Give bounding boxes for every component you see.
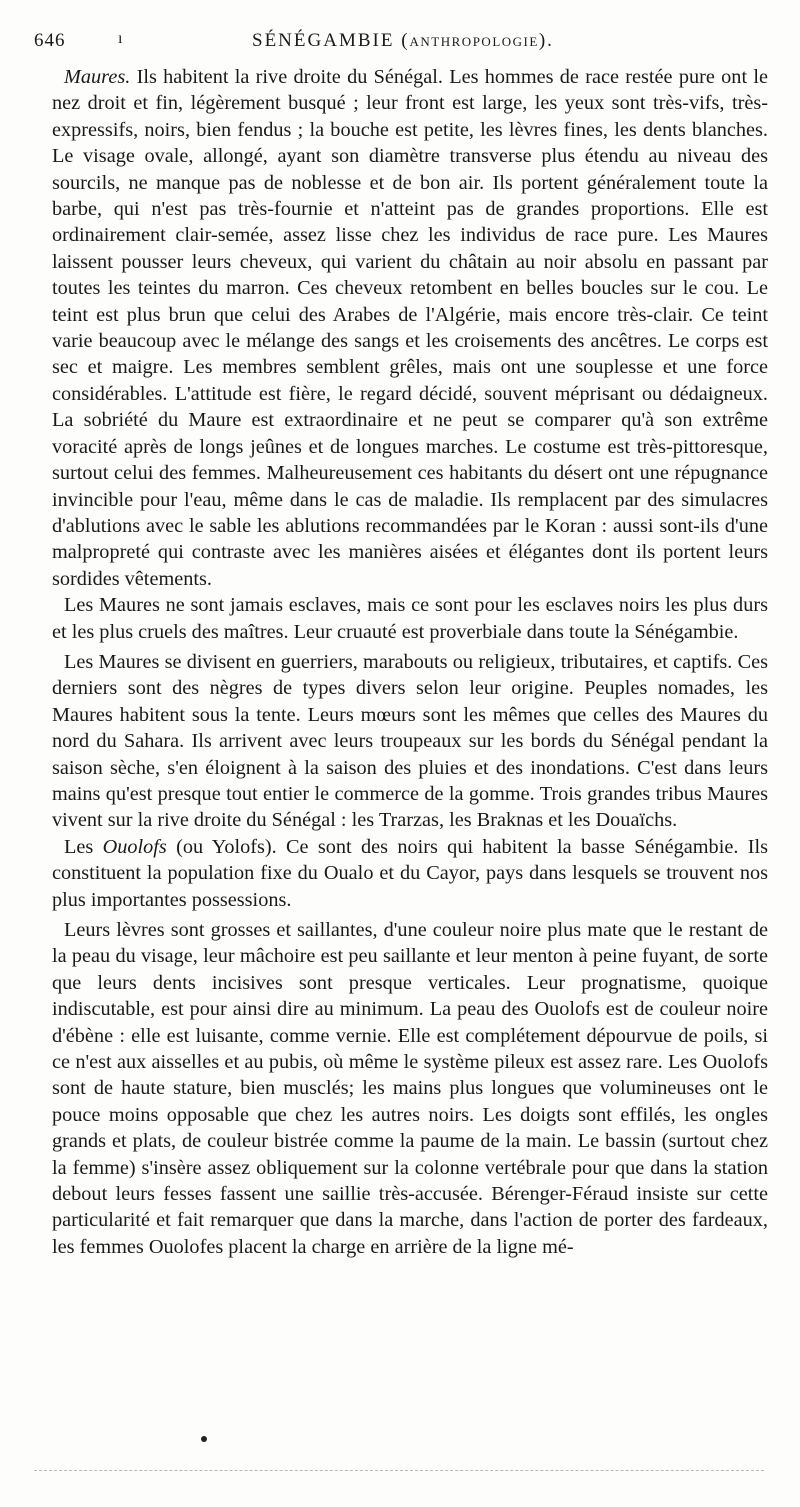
page-header — [34, 30, 766, 60]
paragraph-text: Les Maures se divisent en guerriers, marabouts ou religieux, tributaires, et captifs. Ces derniers sont des nègres de types divers selon leur origine. Peuples nomades, les Maures habitent sous la tente. Leurs mœurs sont les mêmes que celles des Maures du nord du Sahara. Ils arrivent avec leurs troupeaux sur les bords du Sénégal pendant la saison sèche, s'en éloignent à la saison des pluies et des inondations. C'est dans leurs mains qu'est presque tout entier le commerce de la gomme. Trois grandes tribus Maures vivent sur la rive droite du Sénégal : les Trarzas, les Braknas et les Douaïchs. — [52, 650, 768, 832]
running-title-main: SÉNÉGAMBIE ( — [252, 30, 410, 51]
paragraph-text: Les Maures ne sont jamais esclaves, mais ce sont pour les esclaves noirs les plus durs et les plus cruels des maîtres. Leur cruauté est proverbiale dans toute la Sénégambie. — [52, 594, 768, 643]
paragraph-text: Leurs lèvres sont grosses et saillantes, d'une couleur noire plus mate que le restant de la peau du visage, leur mâchoire est peu saillante et leur menton à peine fuyant, de sorte que leurs dents incisives sont presque verticales. Leur prognatisme, quoique indiscutable, est pour ainsi dire au minimum. La peau des Ouolofs est de couleur noire d'ébène : elle est luisante, comme vernie. Elle est complétement dépourvue de poils, si ce n'est aux aisselles et au pubis, où même le système pileux est assez rare. Les Ouolofs sont de haute stature, bien musclés; les mains plus longues que volumineuses ont le pouce moins opposable que chez les autres noirs. Les doigts sont effilés, les ongles grands et plats, de couleur bistrée comme la paume de la main. Le bassin (surtout chez la femme) s'insère assez obliquement sur la colonne vertébrale pour que dans la station debout leurs fesses fassent une saillie très-accusée. Bérenger-Féraud insiste sur cette particularité et fait remarquer que dans la marche, dans l'action de porter des fardeaux, les femmes Ouolofes placent la charge en arrière de la ligne mé- — [52, 919, 768, 1258]
running-title — [252, 30, 554, 52]
paragraph-maures-esclaves — [52, 592, 768, 645]
body-text — [52, 64, 768, 1260]
paragraph-ouolofs-description — [52, 917, 768, 1260]
paragraph-maures-division — [52, 649, 768, 834]
paragraph-ouolofs-intro — [52, 834, 768, 913]
page-number: 646 — [34, 30, 66, 51]
paragraph-text: (ou Yolofs). Ce sont des noirs qui habitent la basse Sénégambie. Ils constituent la population fixe du Oualo et du Cayor, pays dans lesquels se trouvent nos plus importantes possessions. — [52, 835, 768, 911]
paragraph-maures — [52, 64, 768, 592]
running-title-sub: ANTHROPOLOGIE — [409, 34, 539, 49]
footer-rule — [34, 1470, 764, 1471]
running-title-close: ). — [538, 30, 554, 51]
paragraph-lead-italic: Ouolofs — [102, 835, 167, 858]
paragraph-lead: Les — [64, 835, 103, 858]
paragraph-lead: Maures. — [64, 66, 131, 88]
paragraph-text: Ils habitent la rive droite du Sénégal. Les hommes de race restée pure ont le nez droit et fin, légèrement busqué ; leur front est large, les yeux sont très-vifs, très-expressifs, noirs, bien fendus ; la bouche est petite, les lèvres fines, les dents blanches. Le visage ovale, allongé, ayant son diamètre transverse plus étendu au niveau des sourcils, ne manque pas de noblesse et de bon air. Ils portent généralement toute la barbe, qui n'est pas très-fournie et n'atteint pas de grandes proportions. Elle est ordinairement clair-semée, assez lisse chez les individus de race pure. Les Maures laissent pousser leurs cheveux, qui varient du châtain au noir absolu en passant par toutes les teintes du marron. Ces cheveux retombent en belles boucles sur le cou. Le teint est plus brun que celui des Arabes de l'Algérie, mais encore très-clair. Ce teint varie beaucoup avec le mélange des sangs et les croisements des ancêtres. Le corps est sec et maigre. Les membres semblent grêles, mais ont une souplesse et une force considérables. L'attitude est fière, le regard décidé, souvent méprisant ou dédaigneux. La sobriété du Maure est extraordinaire et ne peut se comparer qu'à son extrême voracité après de longs jeûnes et de longues marches. Le costume est très-pittoresque, surtout celui des femmes. Malheureusement ces habitants du désert ont une répugnance invincible pour l'eau, même dans le cas de maladie. Ils remplacent par des simulacres d'ablutions avec le sable les ablutions recommandées par le Koran : aussi sont-ils d'une malpropreté qui contraste avec les manières aisées et élégantes dont ils portent leurs sordides vêtements. — [52, 66, 768, 590]
footer-dot — [201, 1436, 207, 1442]
header-mark: ı — [118, 30, 124, 47]
